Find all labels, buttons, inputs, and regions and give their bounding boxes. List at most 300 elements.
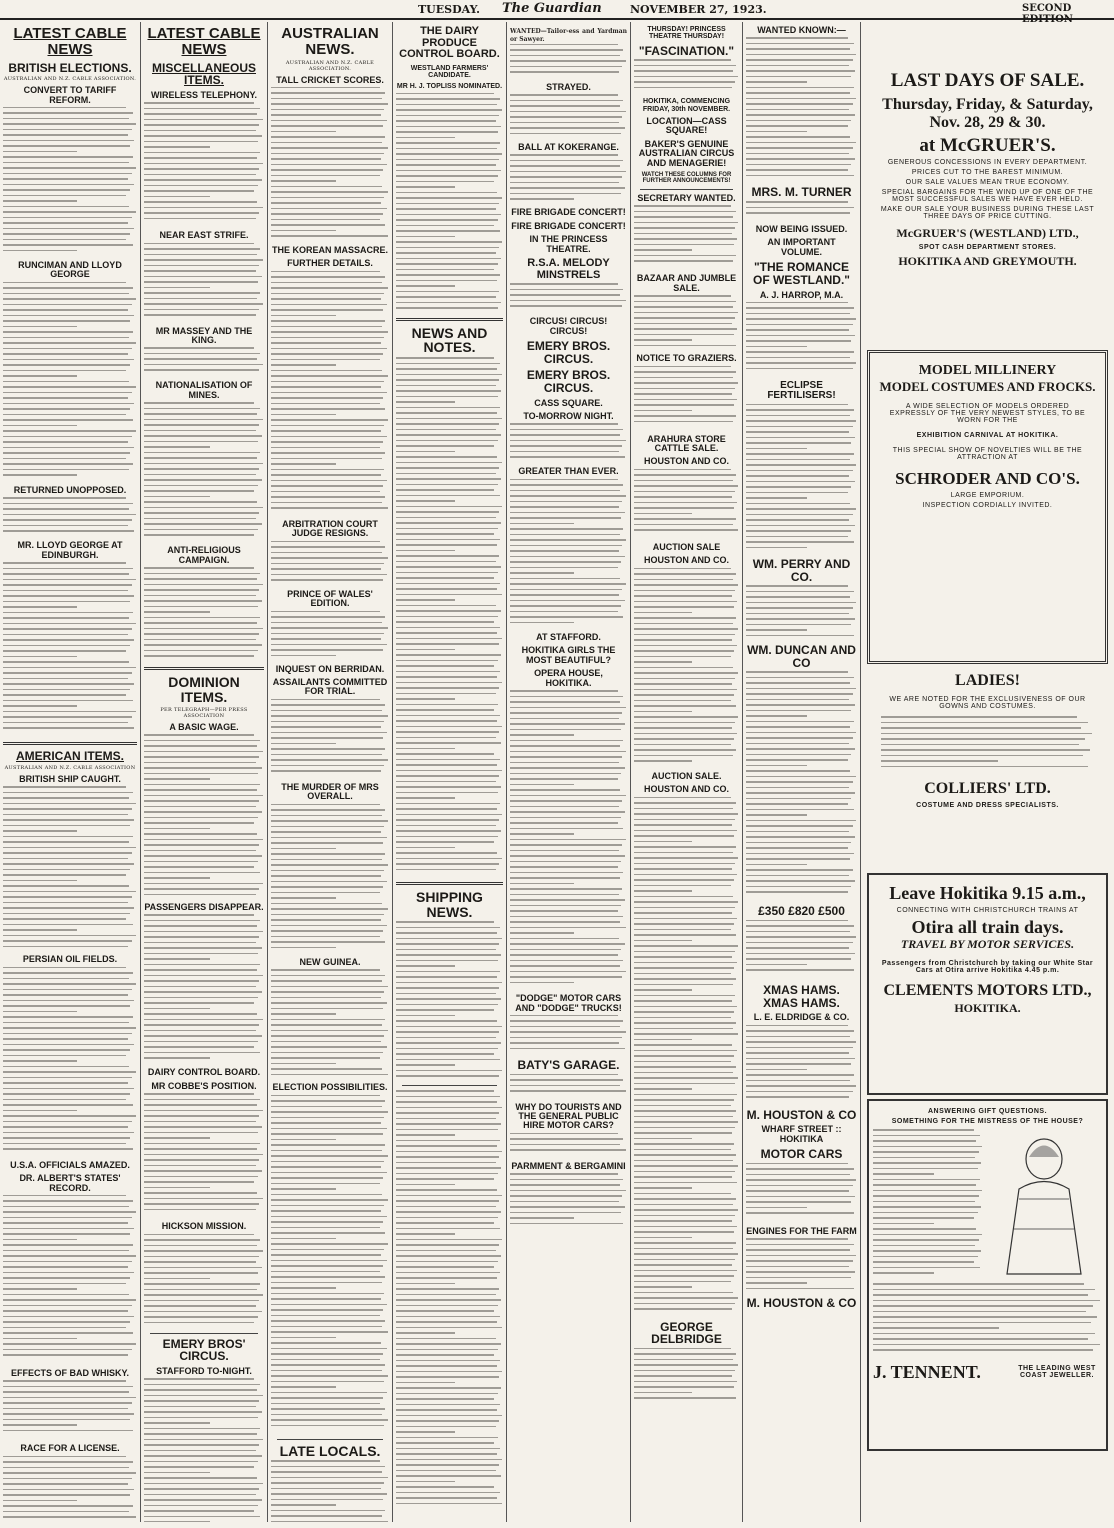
text-line (144, 485, 258, 487)
text-line (746, 497, 807, 499)
text-lines (510, 1015, 627, 1055)
schroder-millinery-ad (867, 350, 1108, 664)
text-line (271, 191, 388, 193)
text-line (510, 828, 623, 830)
text-line (3, 1430, 133, 1432)
text-line (881, 760, 998, 762)
text-line (144, 102, 254, 104)
text-line (3, 847, 136, 849)
text-line (634, 1039, 692, 1041)
text-line (271, 219, 380, 221)
text-line (3, 228, 134, 230)
text-lines (746, 37, 857, 182)
text-line (271, 304, 387, 306)
text-line (271, 298, 381, 300)
text-line (510, 1090, 626, 1092)
ad-text (746, 1163, 857, 1223)
text-line (271, 1419, 388, 1421)
text-line (396, 588, 497, 590)
text-line (634, 377, 733, 379)
text-line (634, 1094, 737, 1096)
text-line (396, 1442, 494, 1444)
text-lines (3, 107, 137, 257)
text-line (396, 164, 496, 166)
text-lines (510, 1074, 627, 1099)
text-line (746, 547, 807, 549)
text-line (634, 1055, 734, 1057)
text-line (271, 315, 336, 317)
masthead (0, 0, 1114, 25)
text-line (510, 718, 619, 720)
text-line (396, 208, 496, 210)
text-line (746, 925, 854, 927)
text-lines (144, 402, 264, 542)
ad-text (510, 479, 627, 629)
text-line (396, 987, 499, 989)
text-line (746, 1074, 854, 1076)
text-line (634, 1083, 735, 1085)
text-line (873, 1333, 1095, 1335)
text-line (144, 639, 256, 641)
text-line (3, 978, 129, 980)
text-line (634, 513, 692, 515)
connecting-text: CONNECTING WITH CHRISTCHURCH TRAINS AT (896, 906, 1079, 914)
text-line (746, 776, 856, 778)
text-line (271, 1293, 384, 1295)
text-line (144, 953, 258, 955)
text-line (746, 464, 856, 466)
text-line (3, 145, 130, 147)
text-line (396, 720, 497, 722)
text-line (3, 519, 132, 521)
text-line (144, 817, 258, 819)
text-line (634, 1099, 734, 1101)
col7-prices: £350 £820 £500 (758, 904, 845, 919)
text-line (746, 503, 850, 505)
text-line (634, 524, 733, 526)
text-line (396, 484, 498, 486)
text-line (271, 1019, 385, 1021)
text-line (510, 789, 620, 791)
text-line (396, 1233, 455, 1235)
text-line (396, 544, 497, 546)
text-line (271, 353, 383, 355)
text-line (144, 734, 254, 736)
text-line (634, 841, 692, 843)
text-line (634, 1209, 738, 1211)
text-line (396, 1426, 496, 1428)
text-line (396, 159, 499, 161)
text-line (271, 230, 336, 232)
text-line (510, 1179, 623, 1181)
col7-eldridge: L. E. ELDRIDGE & CO. (753, 1012, 850, 1023)
text-line (746, 732, 856, 734)
text-line (634, 694, 734, 696)
text-line (271, 375, 388, 377)
text-line (271, 1276, 385, 1278)
text-line (510, 740, 623, 742)
text-line (144, 644, 262, 646)
text-lines (396, 1090, 503, 1510)
sale-text-3: OUR SALE VALUES MEAN TRUE ECONOMY. (905, 179, 1070, 187)
text-line (271, 271, 380, 273)
text-line (396, 836, 498, 838)
text-line (634, 907, 735, 909)
text-line (3, 989, 132, 991)
text-line (3, 1082, 128, 1084)
col2-dominion-story1: A BASIC WAGE. (169, 721, 239, 732)
text-line (396, 1404, 500, 1406)
millinery-title-1: MODEL MILLINERY (918, 363, 1057, 378)
text-line (3, 195, 126, 197)
text-line (510, 1031, 626, 1033)
text-line (634, 469, 731, 471)
text-line (271, 114, 381, 116)
text-line (396, 971, 500, 973)
col7-eclipse: ECLIPSE FERTILISERS! (767, 379, 836, 402)
text-line (144, 254, 257, 256)
divider (3, 742, 137, 745)
text-line (634, 1028, 733, 1030)
col1-story2: RUNCIMAN AND LLOYD GEORGE (18, 259, 122, 280)
text-line (271, 941, 385, 943)
text-line (510, 976, 622, 978)
text-line (510, 451, 619, 453)
text-line (634, 755, 733, 757)
text-line (746, 770, 850, 772)
article-text (144, 914, 264, 1064)
text-line (746, 307, 854, 309)
text-line (271, 320, 385, 322)
text-line (144, 1159, 259, 1161)
text-line (271, 474, 381, 476)
text-line (396, 434, 501, 436)
text-line (3, 1294, 129, 1296)
text-line (396, 583, 500, 585)
text-line (271, 704, 385, 706)
text-line (3, 1222, 128, 1224)
text-line (396, 709, 494, 711)
text-line (510, 701, 620, 703)
text-line (634, 345, 736, 347)
text-line (271, 1024, 382, 1026)
text-line (746, 169, 848, 171)
text-line (634, 399, 737, 401)
text-line (746, 1047, 853, 1049)
text-line (3, 217, 132, 219)
text-line (746, 329, 849, 331)
text-line (3, 967, 126, 969)
text-line (634, 1381, 737, 1383)
text-line (634, 645, 737, 647)
text-line (634, 1292, 733, 1294)
text-line (3, 1349, 132, 1351)
text-line (510, 762, 619, 764)
text-line (144, 1477, 257, 1479)
text-line (271, 1499, 383, 1501)
text-line (271, 87, 380, 89)
text-line (396, 1037, 496, 1039)
text-line (510, 616, 623, 618)
ad-text (746, 585, 857, 640)
text-line (634, 824, 732, 826)
text-lines (881, 716, 1094, 776)
text-line (271, 930, 383, 932)
text-lines (746, 585, 857, 640)
text-line (396, 131, 498, 133)
text-line (510, 622, 574, 624)
text-line (271, 480, 387, 482)
text-line (271, 1466, 385, 1468)
text-line (3, 1266, 128, 1268)
text-line (144, 1422, 210, 1424)
col3-story7: ASSAILANTS COMMITTED FOR TRIAL. (272, 677, 388, 697)
text-line (271, 370, 382, 372)
text-line (510, 187, 625, 189)
text-line (396, 1409, 497, 1411)
text-line (396, 412, 497, 414)
text-line (634, 1176, 732, 1178)
schroder-inspection: INSPECTION CORDIALLY INVITED. (922, 501, 1053, 509)
text-line (3, 711, 136, 713)
text-line (634, 518, 736, 520)
text-line (510, 100, 623, 102)
text-line (144, 1384, 260, 1386)
article-text (3, 497, 137, 537)
text-line (396, 731, 499, 733)
text-line (510, 94, 618, 96)
sale-title: LAST DAYS OF SALE. (890, 70, 1085, 91)
text-line (510, 778, 618, 780)
text-line (881, 716, 1077, 718)
text-line (3, 590, 128, 592)
divider (277, 1439, 383, 1440)
text-line (746, 836, 855, 838)
text-line (510, 1085, 620, 1087)
text-line (144, 822, 254, 824)
text-line (396, 1151, 502, 1153)
text-line (634, 912, 732, 914)
text-line (746, 426, 853, 428)
text-line (144, 1499, 262, 1501)
text-line (3, 1327, 126, 1329)
text-line (3, 162, 129, 164)
text-line (746, 536, 848, 538)
text-line (3, 645, 130, 647)
text-line (144, 358, 257, 360)
text-line (746, 792, 855, 794)
text-line (144, 1510, 254, 1512)
text-line (634, 978, 736, 980)
text-line (3, 650, 126, 652)
col3-story4: ARBITRATION COURT JUDGE RESIGNS. (282, 518, 378, 539)
text-line (3, 458, 126, 460)
text-line (746, 1058, 855, 1060)
text-line (144, 1002, 254, 1004)
text-line (271, 1471, 382, 1473)
text-line (746, 693, 853, 695)
col3-story6: INQUEST ON BERRIDAN. (275, 663, 385, 674)
text-line (746, 809, 854, 811)
text-line (271, 1221, 383, 1223)
text-line (3, 617, 129, 619)
text-line (634, 1022, 736, 1024)
text-line (144, 740, 260, 742)
text-line (271, 469, 384, 471)
text-line (144, 1433, 257, 1435)
text-line (3, 463, 133, 465)
text-line (271, 92, 385, 94)
text-line (271, 1408, 385, 1410)
text-line (396, 1376, 499, 1378)
text-line (634, 366, 731, 368)
text-line (396, 1464, 499, 1466)
column-8 (861, 22, 1114, 1522)
ad-text (634, 59, 739, 94)
text-line (144, 1272, 258, 1274)
text-line (144, 1181, 254, 1183)
text-line (634, 301, 736, 303)
text-line (634, 1182, 737, 1184)
text-line (510, 855, 625, 857)
text-line (746, 726, 850, 728)
text-line (271, 175, 380, 177)
text-line (144, 1400, 259, 1402)
text-line (510, 193, 621, 195)
text-line (634, 244, 734, 246)
text-line (396, 522, 501, 524)
text-line (271, 853, 385, 855)
text-line (271, 908, 388, 910)
text-line (144, 113, 257, 115)
text-line (396, 693, 496, 695)
text-line (510, 1217, 574, 1219)
text-line (3, 1143, 126, 1145)
text-line (510, 539, 626, 541)
text-line (510, 729, 621, 731)
col3-story5: PRINCE OF WALES' EDITION. (287, 588, 373, 609)
text-line (271, 732, 387, 734)
schroder-name: SCHRODER AND CO'S. (895, 469, 1080, 488)
text-lines (510, 1173, 627, 1233)
text-line (396, 170, 501, 172)
text-line (3, 1121, 132, 1123)
text-line (634, 1364, 738, 1366)
text-line (3, 1195, 126, 1197)
text-line (271, 1488, 381, 1490)
text-line (396, 1026, 502, 1028)
text-line (746, 492, 848, 494)
text-line (144, 1052, 260, 1054)
text-line (144, 784, 260, 786)
text-line (634, 496, 732, 498)
text-line (144, 1256, 259, 1258)
text-line (396, 742, 501, 744)
text-lines (271, 87, 389, 242)
text-line (746, 481, 855, 483)
text-line (271, 1111, 388, 1113)
text-line (746, 415, 850, 417)
text-line (396, 374, 502, 376)
text-line (3, 375, 77, 377)
text-line (271, 991, 384, 993)
text-line (634, 634, 735, 636)
article-text (144, 347, 264, 377)
ad-text (510, 1074, 627, 1099)
text-line (3, 211, 136, 213)
text-line (510, 696, 623, 698)
text-line (873, 1256, 978, 1258)
text-line (3, 1088, 134, 1090)
text-lines (271, 699, 389, 779)
masthead-edition: SECOND EDITION (1022, 3, 1073, 25)
text-line (3, 1494, 130, 1496)
text-line (144, 806, 256, 808)
text-line (510, 795, 626, 797)
text-line (396, 698, 455, 700)
text-lines (3, 1456, 137, 1522)
col7-harrop: A. J. HARROP, M.A. (759, 289, 844, 300)
text-line (510, 294, 620, 296)
text-line (634, 295, 731, 297)
text-line (3, 1200, 133, 1202)
text-line (634, 744, 731, 746)
text-line (271, 1353, 383, 1355)
text-line (3, 819, 134, 821)
text-line (3, 447, 134, 449)
text-line (271, 1194, 382, 1196)
text-line (3, 1016, 133, 1018)
text-line (396, 1453, 497, 1455)
text-line (746, 886, 851, 888)
text-line (634, 306, 733, 308)
text-line (271, 414, 336, 416)
text-line (271, 359, 380, 361)
text-lines (510, 479, 627, 629)
text-line (144, 1305, 256, 1307)
col3-late-head: LATE LOCALS. (279, 1442, 381, 1459)
text-line (396, 1437, 498, 1439)
text-line (634, 573, 736, 575)
text-line (746, 814, 807, 816)
text-line (3, 1077, 132, 1079)
text-line (144, 1041, 258, 1043)
col3-story2: THE KOREAN MASSACRE. (271, 244, 388, 255)
text-line (634, 76, 738, 78)
text-lines (271, 611, 389, 661)
text-line (746, 953, 855, 955)
text-line (634, 1187, 692, 1189)
text-line (396, 302, 501, 304)
text-line (271, 1210, 381, 1212)
ad-text (746, 1025, 857, 1105)
text-line (510, 1079, 623, 1081)
text-line (746, 37, 848, 39)
text-line (271, 892, 380, 894)
text-line (396, 1195, 502, 1197)
col5-opera: OPERA HOUSE, HOKITIKA. (534, 668, 603, 688)
col6-hokitika-banner: HOKITIKA, COMMENCING FRIDAY, 30th NOVEMBER. (642, 98, 731, 113)
text-line (396, 605, 496, 607)
text-line (634, 846, 736, 848)
text-line (271, 164, 387, 166)
text-line (634, 967, 734, 969)
text-line (746, 530, 851, 532)
text-line (873, 1195, 979, 1197)
text-line (3, 601, 130, 603)
text-line (396, 1448, 500, 1450)
text-line (271, 381, 384, 383)
